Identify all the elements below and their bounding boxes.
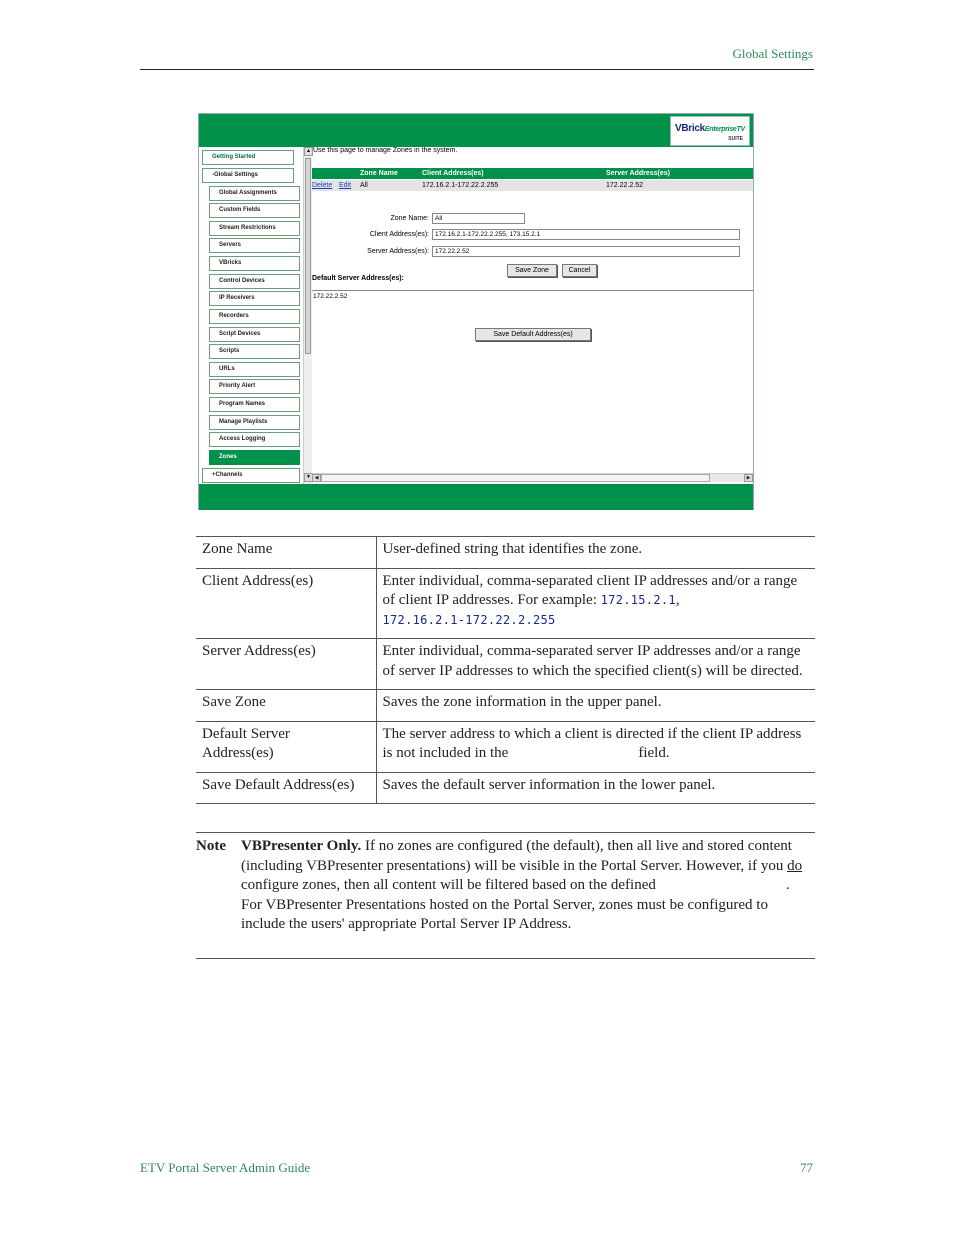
desc-cell: Saves the default server information in the lower panel. xyxy=(376,772,815,804)
desc-cell: Saves the zone information in the upper panel. xyxy=(376,690,815,722)
hscroll-thumb[interactable] xyxy=(321,474,710,482)
app-bottom-bar xyxy=(199,484,753,510)
nav-stream-restrictions[interactable]: Stream Restrictions xyxy=(209,221,300,236)
zone-name-label: Zone Name: xyxy=(390,215,429,222)
header-rule xyxy=(140,69,814,70)
default-divider xyxy=(312,290,753,291)
nav-zones[interactable]: Zones xyxy=(209,450,300,465)
zones-screenshot xyxy=(198,113,754,510)
desc-cell: User-defined string that identifies the zone. xyxy=(376,537,815,569)
note-text-2: configure zones, then all content will be filtered based on the defined xyxy=(241,877,656,893)
nav-vbricks[interactable]: VBricks xyxy=(209,256,300,271)
client-address-label: Client Address(es): xyxy=(369,231,429,238)
save-zone-button[interactable]: Save Zone xyxy=(507,264,557,277)
running-header: Global Settings xyxy=(732,46,813,61)
nav-getting-started[interactable]: Getting Started xyxy=(202,150,294,165)
nav-urls[interactable]: URLs xyxy=(209,362,300,377)
desc-cell xyxy=(376,568,815,639)
term-cell: Save Zone xyxy=(196,690,376,722)
note-body xyxy=(241,837,806,935)
nav-program-names[interactable]: Program Names xyxy=(209,397,300,412)
term-cell: Default Server Address(es) xyxy=(196,721,376,772)
col-zone-name: Zone Name xyxy=(360,170,398,177)
desc-cell: Enter individual, comma-separated server IP addresses and/or a range of server IP addresses to which the specified client(s) will be directed. xyxy=(376,639,815,690)
example-separator: , xyxy=(675,592,680,608)
desc-text: The server address to which a client is directed if the client IP address is not included in the xyxy=(382,725,802,761)
zones-grid-row xyxy=(312,180,753,191)
table-row xyxy=(196,772,815,804)
nav-global-settings[interactable]: -Global Settings xyxy=(202,168,294,183)
term-cell: Zone Name xyxy=(196,537,376,569)
nav-script-devices[interactable]: Script Devices xyxy=(209,327,300,342)
col-client-addresses: Client Address(es) xyxy=(422,170,484,177)
field-description-table xyxy=(196,536,815,804)
zone-name-input[interactable]: All xyxy=(432,213,525,224)
default-server-label: Default Server Address(es): xyxy=(312,275,404,282)
intro-text: Use this page to manage Zones in the system. xyxy=(313,147,458,154)
term-cell: Save Default Address(es) xyxy=(196,772,376,804)
note-bold: VBPresenter Only. xyxy=(241,838,362,854)
vertical-scrollbar[interactable] xyxy=(303,147,312,484)
scroll-thumb[interactable] xyxy=(305,158,311,354)
nav-custom-fields[interactable]: Custom Fields xyxy=(209,203,300,218)
note-label: Note xyxy=(196,838,226,854)
vbrick-logo xyxy=(670,116,750,146)
col-server-addresses: Server Address(es) xyxy=(606,170,670,177)
example-range: 172.16.2.1-172.22.2.255 xyxy=(382,612,556,627)
zones-grid-header xyxy=(312,168,753,179)
cancel-button[interactable]: Cancel xyxy=(562,264,597,277)
example-ip: 172.15.2.1 xyxy=(600,593,676,607)
table-row xyxy=(196,690,815,722)
nav-global-assignments[interactable]: Global Assignments xyxy=(209,186,300,201)
nav-access-logging[interactable]: Access Logging xyxy=(209,432,300,447)
zones-content xyxy=(312,147,753,473)
scroll-down-icon[interactable]: ▼ xyxy=(304,473,313,482)
footer-title: ETV Portal Server Admin Guide xyxy=(140,1160,311,1175)
note-box xyxy=(196,832,815,959)
row-client-addresses: 172.16.2.1-172.22.2.255 xyxy=(422,182,499,189)
nav-ip-receivers[interactable]: IP Receivers xyxy=(209,291,300,306)
page-number: 77 xyxy=(800,1160,813,1175)
save-default-button[interactable]: Save Default Address(es) xyxy=(475,328,591,341)
delete-link[interactable]: Delete xyxy=(312,182,333,189)
nav-priority-alert[interactable]: Priority Alert xyxy=(209,379,300,394)
horizontal-scrollbar[interactable] xyxy=(312,473,753,482)
nav-control-devices[interactable]: Control Devices xyxy=(209,274,300,289)
note-text-1: If no zones are configured (the default), then all live and stored content (including VBPresenter presentations) will be visible in the Portal Server. However, if you xyxy=(241,838,792,874)
desc-cell xyxy=(376,721,815,772)
nav-servers[interactable]: Servers xyxy=(209,238,300,253)
logo-sub: SUITE xyxy=(728,136,743,142)
sidebar-nav xyxy=(199,147,303,484)
nav-manage-playlists[interactable]: Manage Playlists xyxy=(209,415,300,430)
note-text-3: . For VBPresenter Presentations hosted on the Portal Server, zones must be configured to include the users' appropriate Portal Server IP Address. xyxy=(241,877,790,932)
scroll-left-icon[interactable]: ◀ xyxy=(312,474,321,482)
table-row xyxy=(196,639,815,690)
row-zone-name: All xyxy=(360,182,368,189)
scroll-up-icon[interactable]: ▲ xyxy=(304,147,313,156)
note-underline: do xyxy=(787,857,803,874)
nav-recorders[interactable]: Recorders xyxy=(209,309,300,324)
nav-channels[interactable]: +Channels xyxy=(202,468,300,483)
logo-main: VBrick xyxy=(675,123,705,134)
edit-link[interactable]: Edit xyxy=(339,182,352,189)
table-row xyxy=(196,568,815,639)
row-server-addresses: 172.22.2.52 xyxy=(606,182,643,189)
logo-accent: EnterpriseTV xyxy=(704,126,745,133)
nav-scripts[interactable]: Scripts xyxy=(209,344,300,359)
desc-text-end: field. xyxy=(638,745,670,761)
client-address-input[interactable]: 172.16.2.1-172.22.2.255, 173.15.2.1 xyxy=(432,229,740,240)
scroll-right-icon[interactable]: ▶ xyxy=(744,474,753,482)
term-cell: Client Address(es) xyxy=(196,568,376,639)
default-server-value[interactable]: 172.22.2.52 xyxy=(313,293,348,300)
app-top-bar xyxy=(199,114,753,147)
server-address-label: Server Address(es): xyxy=(367,248,429,255)
server-address-input[interactable]: 172.22.2.52 xyxy=(432,246,740,257)
table-row xyxy=(196,537,815,569)
table-row xyxy=(196,721,815,772)
desc-text: Enter individual, comma-separated client IP addresses and/or a range of client IP addresses. For example: xyxy=(382,572,798,608)
term-cell: Server Address(es) xyxy=(196,639,376,690)
